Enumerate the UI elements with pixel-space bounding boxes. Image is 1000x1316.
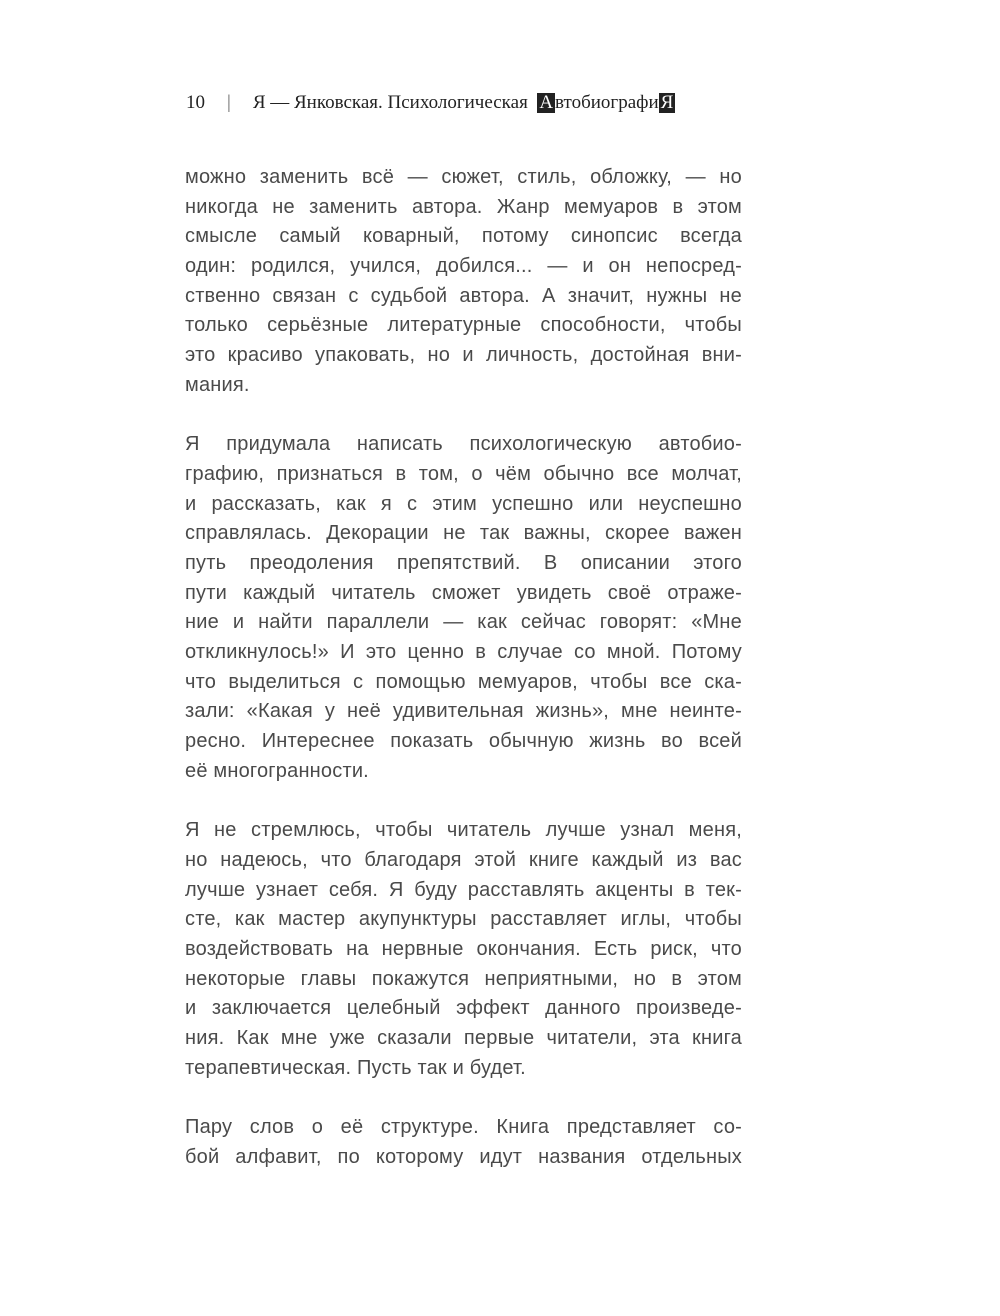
paragraph <box>185 816 742 1083</box>
book-title-prefix: Я — Янковская. Психологическая <box>252 92 528 113</box>
text-line: пути каждый читатель сможет увидеть своё отраже- <box>185 581 742 604</box>
text-line: и заключается целебный эффект данного произведе- <box>185 997 742 1020</box>
text-line: воздействовать на нервные окончания. Есть риск, что <box>185 937 742 960</box>
text-line: Я не стремлюсь, чтобы читатель лучше узнал меня, <box>185 819 742 842</box>
text-line: это красиво упаковать, но и личность, достойная вни- <box>185 344 742 367</box>
text-line: сте, как мастер акупунктуры расставляет иглы, чтобы <box>185 908 742 931</box>
text-line: мания. <box>185 373 250 396</box>
page-body-text <box>185 163 742 1202</box>
text-line: некоторые главы покажутся неприятными, но в этом <box>185 967 742 990</box>
header-separator: | <box>227 92 231 113</box>
text-line: графию, признаться в том, о чём обычно все молчат, <box>185 462 742 485</box>
text-line: что выделиться с помощью мемуаров, чтобы все ска- <box>185 670 742 693</box>
text-line: и рассказать, как я с этим успешно или неуспешно <box>185 492 742 515</box>
text-line: зали: «Какая у неё удивительная жизнь», мне неинте- <box>185 700 742 723</box>
book-title-middle: втобиографи <box>555 92 659 113</box>
paragraph <box>185 430 742 786</box>
paragraph <box>185 163 742 401</box>
text-line: откликнулось!» И это ценно в случае со мной. Потому <box>185 641 742 663</box>
text-line: ние и найти параллели — как сейчас говорят: «Мне <box>185 611 742 634</box>
text-line: только серьёзные литературные способности, чтобы <box>185 314 742 337</box>
text-line: ния. Как мне уже сказали первые читатели, эта книга <box>185 1026 742 1049</box>
text-line: ственно связан с судьбой автора. А значит, нужны не <box>185 284 742 307</box>
text-line: лучше узнает себя. Я буду расставлять акценты в тек- <box>185 878 742 901</box>
running-header <box>186 92 675 114</box>
text-line: Я придумала написать психологическую автобио- <box>185 433 742 456</box>
text-line: Пару слов о её структуре. Книга представляет со- <box>185 1116 742 1138</box>
text-line: но надеюсь, что благодаря этой книге каждый из вас <box>185 848 742 871</box>
page-number: 10 <box>186 92 205 113</box>
text-line: терапевтическая. Пусть так и будет. <box>185 1056 526 1079</box>
text-line: можно заменить всё — сюжет, стиль, обложку, — но <box>185 166 742 188</box>
text-line: никогда не заменить автора. Жанр мемуаров в этом <box>185 195 742 218</box>
book-title-box-end: Я <box>660 92 674 113</box>
book-title-box-start: А <box>539 92 554 113</box>
text-line: смысле самый коварный, потому синопсис всегда <box>185 225 742 248</box>
text-line: её многогранности. <box>185 759 369 782</box>
text-line: ресно. Интереснее показать обычную жизнь во всей <box>185 730 742 753</box>
text-line: путь преодоления препятствий. В описании этого <box>185 551 742 574</box>
text-line: бой алфавит, по которому идут названия отдельных <box>185 1145 742 1168</box>
text-line: справлялась. Декорации не так важны, скорее важен <box>185 522 742 545</box>
paragraph <box>185 1113 742 1172</box>
text-line: один: родился, учился, добился... — и он непосред- <box>185 255 742 278</box>
